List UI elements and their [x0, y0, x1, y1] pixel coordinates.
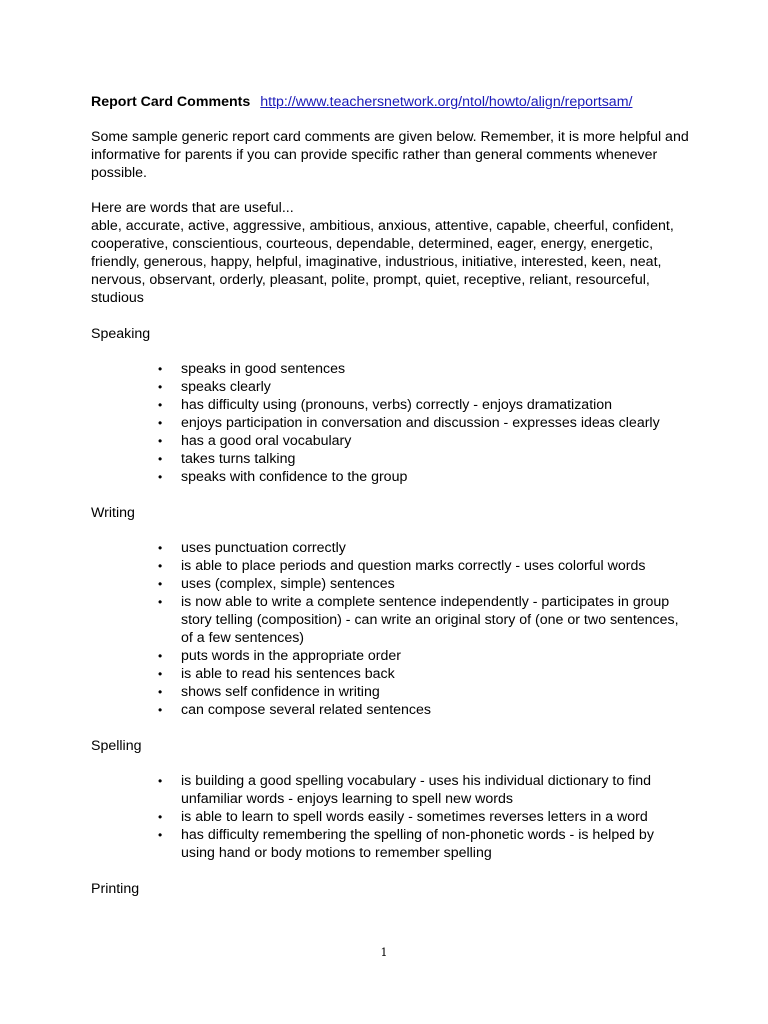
list-item-text: is building a good spelling vocabulary - uses his individual dictionary to find unfamiliar words - enjoys learning to spell new words: [181, 773, 652, 807]
list-item: [158, 414, 691, 432]
list-item: [158, 683, 691, 701]
list-item: [158, 396, 691, 414]
list-item-text: can compose several related sentences: [181, 702, 431, 718]
list-item-text: takes turns talking: [181, 451, 296, 467]
list-item: [158, 772, 691, 808]
list-item-text: speaks in good sentences: [181, 361, 346, 377]
bullet-icon: •: [158, 452, 163, 466]
bullet-icon: •: [158, 416, 163, 430]
bullet-icon: •: [158, 828, 163, 842]
list-item: [158, 575, 691, 593]
list-item-text: uses (complex, simple) sentences: [181, 576, 395, 592]
spelling-list: [91, 772, 691, 862]
bullet-icon: •: [158, 685, 163, 699]
bullet-icon: •: [158, 774, 163, 788]
list-item: [158, 432, 691, 450]
section-heading-printing: Printing: [91, 881, 140, 897]
bullet-icon: •: [158, 649, 163, 663]
list-item-text: is now able to write a complete sentence independently - participates in group story telling (composition) - can write an original story of (one or two sentences, of a few sentences): [181, 594, 679, 646]
bullet-icon: •: [158, 667, 163, 681]
list-item: [158, 808, 691, 826]
speaking-list: [91, 360, 691, 486]
list-item: [158, 557, 691, 575]
list-item: [158, 701, 691, 719]
list-item: [158, 647, 691, 665]
bullet-icon: •: [158, 434, 163, 448]
section-heading-writing: Writing: [91, 505, 135, 521]
list-item-text: enjoys participation in conversation and discussion - expresses ideas clearly: [181, 415, 660, 431]
useful-words-list: able, accurate, active, aggressive, ambitious, anxious, attentive, capable, cheerful, confident, cooperative, conscientious, courteous, dependable, determined, eager, energy, energetic, friendly, generous, happy, helpful, imaginative, industrious, initiative, interested, keen, neat, nervous, observant, orderly, pleasant, polite, prompt, quiet, receptive, reliant, resourceful, studious: [91, 218, 674, 306]
list-item: [158, 665, 691, 683]
list-item-text: speaks clearly: [181, 379, 271, 395]
document-page: [91, 93, 691, 898]
list-item-text: speaks with confidence to the group: [181, 469, 408, 485]
section-heading-speaking: Speaking: [91, 326, 151, 342]
list-item-text: has difficulty using (pronouns, verbs) correctly - enjoys dramatization: [181, 397, 613, 413]
list-item: [158, 360, 691, 378]
useful-words-heading: Here are words that are useful...: [91, 200, 294, 216]
title-line: [91, 93, 691, 111]
bullet-icon: •: [158, 810, 163, 824]
list-item-text: has a good oral vocabulary: [181, 433, 352, 449]
intro-paragraph: Some sample generic report card comments are given below. Remember, it is more helpful and informative for parents if you can provide specific rather than general comments whenever possible.: [91, 129, 689, 181]
list-item: [158, 826, 691, 862]
bullet-icon: •: [158, 577, 163, 591]
list-item: [158, 539, 691, 557]
list-item-text: is able to read his sentences back: [181, 666, 395, 682]
bullet-icon: •: [158, 595, 163, 609]
document-title: Report Card Comments: [91, 94, 251, 110]
list-item: [158, 593, 691, 647]
list-item-text: shows self confidence in writing: [181, 684, 380, 700]
list-item-text: is able to place periods and question marks correctly - uses colorful words: [181, 558, 646, 574]
list-item: [158, 468, 691, 486]
writing-list: [91, 539, 691, 719]
page-number: 1: [380, 946, 388, 959]
source-link[interactable]: http://www.teachersnetwork.org/ntol/howto/align/reportsam/: [260, 94, 633, 110]
bullet-icon: •: [158, 380, 163, 394]
list-item: [158, 450, 691, 468]
bullet-icon: •: [158, 541, 163, 555]
bullet-icon: •: [158, 362, 163, 376]
bullet-icon: •: [158, 470, 163, 484]
section-heading-spelling: Spelling: [91, 738, 142, 754]
list-item-text: uses punctuation correctly: [181, 540, 346, 556]
list-item-text: has difficulty remembering the spelling of non-phonetic words - is helped by using hand or body motions to remember spelling: [181, 827, 654, 861]
bullet-icon: •: [158, 398, 163, 412]
bullet-icon: •: [158, 559, 163, 573]
list-item-text: puts words in the appropriate order: [181, 648, 402, 664]
list-item: [158, 378, 691, 396]
list-item-text: is able to learn to spell words easily - sometimes reverses letters in a word: [181, 809, 648, 825]
bullet-icon: •: [158, 703, 163, 717]
